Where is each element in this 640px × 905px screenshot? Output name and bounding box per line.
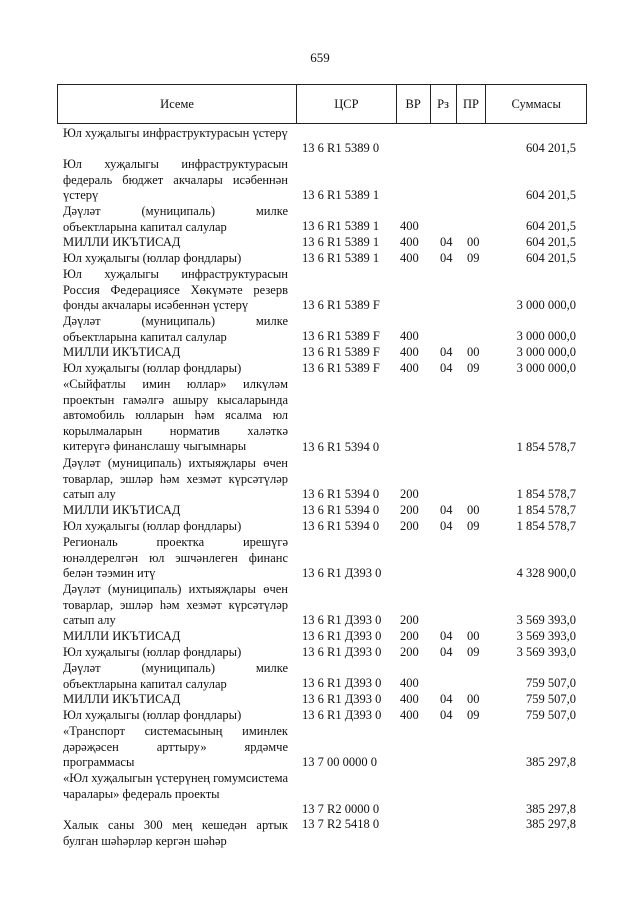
row-sum: 1 854 578,7 xyxy=(516,519,576,534)
row-vr: 400 xyxy=(400,251,419,266)
row-vr: 400 xyxy=(400,361,419,376)
table-row xyxy=(0,818,640,849)
row-sum: 759 507,0 xyxy=(526,692,576,707)
row-name: Юл хуҗалыгы (юллар фондлары) xyxy=(63,645,242,659)
row-vr: 200 xyxy=(400,645,419,660)
row-rz: 04 xyxy=(440,361,453,376)
row-sum: 759 507,0 xyxy=(526,708,576,723)
row-csr: 13 7 R2 5418 0 xyxy=(302,817,380,832)
row-csr: 13 6 R1 Д393 0 xyxy=(302,676,382,691)
row-sum: 385 297,8 xyxy=(526,802,576,817)
row-name: Халык саны 300 мең кешедән артык булган шәһәрләр кергән шәһәр xyxy=(63,818,288,848)
row-pr: 09 xyxy=(467,519,480,534)
row-rz: 04 xyxy=(440,708,453,723)
row-name: Региональ проектка ирешүгә юнәлдерелгән юл эшчәнлеген финанс белән тәэмин итү xyxy=(63,535,288,581)
row-rz: 04 xyxy=(440,345,453,360)
row-csr: 13 6 R1 5389 1 xyxy=(302,188,380,203)
table-row xyxy=(0,582,640,629)
row-vr: 200 xyxy=(400,503,419,518)
row-name: «Транспорт системасының иминлек дәрәҗәсен арттыру» ярдәмче программасы xyxy=(63,724,288,770)
row-sum: 3 569 393,0 xyxy=(516,613,576,628)
header-name: Исеме xyxy=(58,85,297,123)
row-vr: 400 xyxy=(400,329,419,344)
row-pr: 09 xyxy=(467,361,480,376)
table-row xyxy=(0,645,640,661)
row-sum: 604 201,5 xyxy=(526,141,576,156)
row-csr: 13 6 R1 Д393 0 xyxy=(302,629,382,644)
table-row xyxy=(0,361,640,377)
row-rz: 04 xyxy=(440,692,453,707)
row-csr: 13 6 R1 5394 0 xyxy=(302,503,380,518)
row-rz: 04 xyxy=(440,645,453,660)
row-rz: 04 xyxy=(440,235,453,250)
table-row xyxy=(0,661,640,692)
row-name: Дәүләт (муниципаль) ихтыяҗлары өчен товарлар, эшләр һәм хезмәт күрсәтүләр сатып алу xyxy=(63,456,288,502)
row-name: Юл хуҗалыгы (юллар фондлары) xyxy=(63,708,242,722)
row-name: МИЛЛИ ИКЪТИСАД xyxy=(63,692,181,706)
row-csr: 13 6 R1 Д393 0 xyxy=(302,708,382,723)
row-name: Юл хуҗалыгы (юллар фондлары) xyxy=(63,361,242,375)
header-sum: Суммасы xyxy=(511,96,561,111)
row-csr: 13 6 R1 5389 1 xyxy=(302,251,380,266)
row-vr: 200 xyxy=(400,519,419,534)
row-rz: 04 xyxy=(440,251,453,266)
row-csr: 13 6 R1 5389 F xyxy=(302,345,380,360)
table-row xyxy=(0,692,640,708)
row-csr: 13 7 00 0000 0 xyxy=(302,755,377,770)
table-row xyxy=(0,126,640,157)
table-row xyxy=(0,519,640,535)
row-sum: 3 569 393,0 xyxy=(516,629,576,644)
row-rz: 04 xyxy=(440,503,453,518)
row-sum: 3 569 393,0 xyxy=(516,645,576,660)
row-sum: 1 854 578,7 xyxy=(516,503,576,518)
table-row xyxy=(0,377,640,456)
row-name: Юл хуҗалыгы (юллар фондлары) xyxy=(63,519,242,533)
row-sum: 3 000 000,0 xyxy=(516,345,576,360)
row-pr: 00 xyxy=(467,235,480,250)
row-csr: 13 6 R1 5394 0 xyxy=(302,487,380,502)
row-csr: 13 6 R1 5389 0 xyxy=(302,141,380,156)
row-vr: 200 xyxy=(400,487,419,502)
row-sum: 4 328 900,0 xyxy=(516,566,576,581)
page-number: 659 xyxy=(310,50,330,65)
row-sum: 3 000 000,0 xyxy=(516,298,576,313)
row-name: «Юл хуҗалыгын үстерүнең гомумсистема чаралары» федераль проекты xyxy=(63,771,288,801)
row-sum: 604 201,5 xyxy=(526,188,576,203)
row-name: «Сыйфатлы имин юллар» илкүләм проектын гамәлгә ашыру кысаларында автомобиль юлларын һәм ясалма юл корылмаларын норматив халәткә китерүгә финанслашу чыгымнары xyxy=(63,377,288,454)
row-csr: 13 6 R1 Д393 0 xyxy=(302,645,382,660)
row-name: Дәүләт (муниципаль) ихтыяҗлары өчен товарлар, эшләр һәм хезмәт күрсәтүләр сатып алу xyxy=(63,582,288,628)
table-row xyxy=(0,708,640,724)
row-sum: 1 854 578,7 xyxy=(516,487,576,502)
row-csr: 13 6 R1 5394 0 xyxy=(302,519,380,534)
row-name: МИЛЛИ ИКЪТИСАД xyxy=(63,629,181,643)
row-csr: 13 6 R1 5389 F xyxy=(302,329,380,344)
row-vr: 400 xyxy=(400,219,419,234)
row-csr: 13 6 R1 Д393 0 xyxy=(302,692,382,707)
table-row xyxy=(0,345,640,361)
row-csr: 13 6 R1 Д393 0 xyxy=(302,613,382,628)
row-vr: 400 xyxy=(400,708,419,723)
row-vr: 200 xyxy=(400,613,419,628)
row-name: МИЛЛИ ИКЪТИСАД xyxy=(63,345,181,359)
row-name: Дәүләт (муниципаль) милке объектларына капитал салулар xyxy=(63,661,288,691)
row-vr: 400 xyxy=(400,692,419,707)
row-pr: 00 xyxy=(467,503,480,518)
row-sum: 3 000 000,0 xyxy=(516,361,576,376)
row-rz: 04 xyxy=(440,629,453,644)
header-pr: ПР xyxy=(457,85,487,123)
table-row xyxy=(0,629,640,645)
row-vr: 400 xyxy=(400,235,419,250)
row-sum: 604 201,5 xyxy=(526,251,576,266)
row-csr: 13 6 R1 5389 F xyxy=(302,298,380,313)
row-sum: 385 297,8 xyxy=(526,755,576,770)
table-row xyxy=(0,267,640,314)
row-vr: 400 xyxy=(400,345,419,360)
row-name: Дәүләт (муниципаль) милке объектларына капитал салулар xyxy=(63,204,288,234)
table-row xyxy=(0,251,640,267)
table-row xyxy=(0,204,640,235)
row-csr: 13 6 R1 5394 0 xyxy=(302,440,380,455)
row-csr: 13 6 R1 5389 1 xyxy=(302,219,380,234)
row-csr: 13 6 R1 5389 F xyxy=(302,361,380,376)
row-sum: 1 854 578,7 xyxy=(516,440,576,455)
header-rz: Рз xyxy=(431,85,457,123)
table-row xyxy=(0,314,640,345)
row-csr: 13 7 R2 0000 0 xyxy=(302,802,380,817)
row-sum: 604 201,5 xyxy=(526,219,576,234)
table-row xyxy=(0,724,640,771)
header-csr: ЦСР xyxy=(297,85,397,123)
row-rz: 04 xyxy=(440,519,453,534)
table-row xyxy=(0,503,640,519)
table-row xyxy=(0,771,640,818)
row-pr: 09 xyxy=(467,708,480,723)
row-csr: 13 6 R1 5389 1 xyxy=(302,235,380,250)
table-row xyxy=(0,157,640,204)
row-name: Юл хуҗалыгы инфраструктурасын федераль бюджет акчалары исәбеннән үстерү xyxy=(63,157,288,203)
row-name: Дәүләт (муниципаль) милке объектларына капитал салулар xyxy=(63,314,288,344)
row-name: Юл хуҗалыгы (юллар фондлары) xyxy=(63,251,242,265)
table-row xyxy=(0,535,640,582)
row-sum: 3 000 000,0 xyxy=(516,329,576,344)
row-pr: 00 xyxy=(467,345,480,360)
header-vr: ВР xyxy=(397,85,431,123)
row-name: МИЛЛИ ИКЪТИСАД xyxy=(63,503,181,517)
table-body xyxy=(0,126,640,849)
row-name: МИЛЛИ ИКЪТИСАД xyxy=(63,235,181,249)
row-sum: 759 507,0 xyxy=(526,676,576,691)
row-vr: 200 xyxy=(400,629,419,644)
row-pr: 00 xyxy=(467,629,480,644)
table-header xyxy=(57,84,587,124)
row-sum: 604 201,5 xyxy=(526,235,576,250)
row-pr: 09 xyxy=(467,251,480,266)
table-row xyxy=(0,456,640,503)
row-name: Юл хуҗалыгы инфраструктурасын Россия Федерациясе Хөкүмәте резерв фонды акчалары исәбеннән үстерү xyxy=(63,267,288,313)
row-vr: 400 xyxy=(400,676,419,691)
row-name: Юл хуҗалыгы инфраструктурасын үстерү xyxy=(63,126,288,140)
row-csr: 13 6 R1 Д393 0 xyxy=(302,566,382,581)
table-row xyxy=(0,235,640,251)
row-pr: 09 xyxy=(467,645,480,660)
row-sum: 385 297,8 xyxy=(526,817,576,832)
row-pr: 00 xyxy=(467,692,480,707)
